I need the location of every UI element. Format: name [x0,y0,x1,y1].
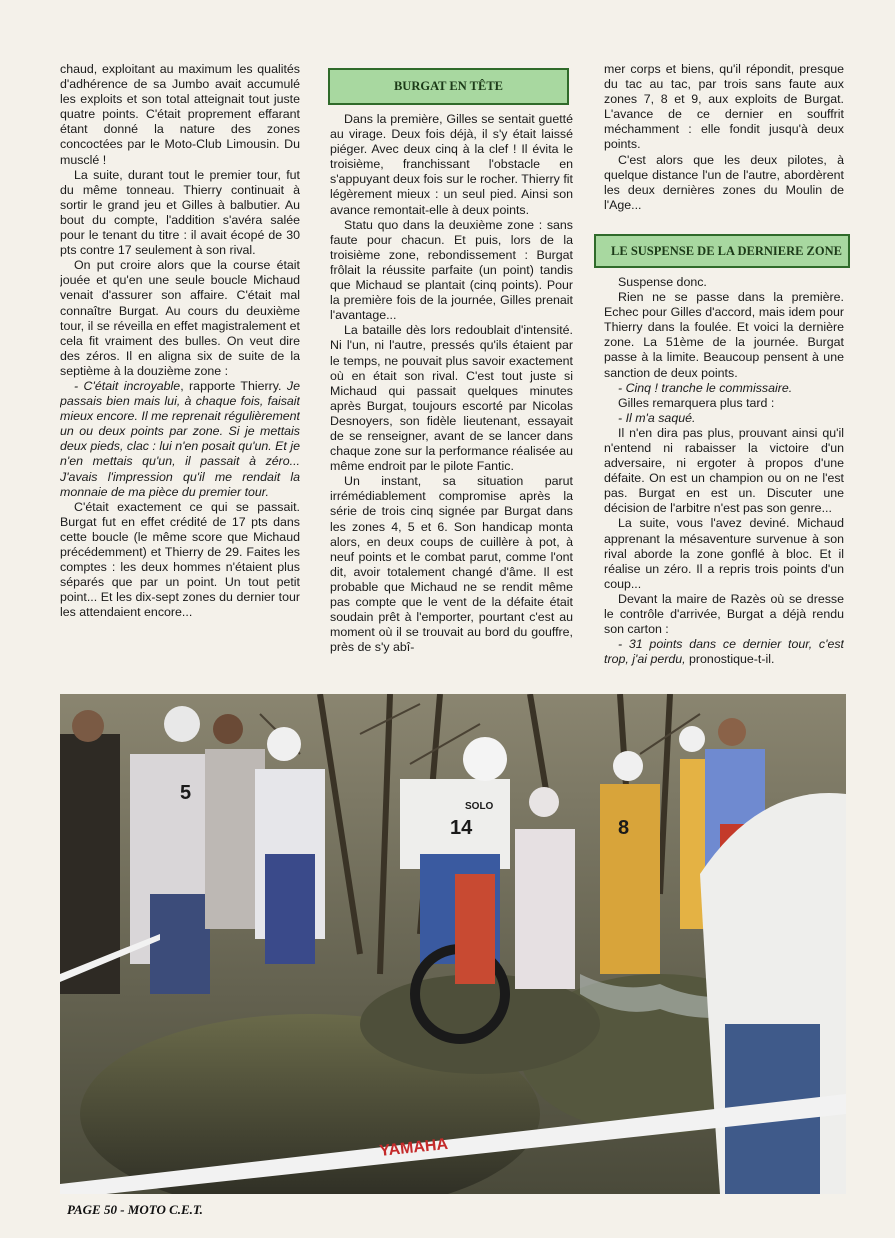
bib-number-8: 8 [618,817,630,839]
course-tape-text: YAMAHA [378,1135,449,1160]
column3-top-paragraph: C'est alors que les deux pilotes, à quelque distance l'un de l'autre, abordèrent les deux dernières zones du Moulin de l'Age... [604,152,844,212]
column3-bottom-paragraph: Devant la maire de Razès où se dresse le contrôle d'arrivée, Burgat a déjà rendu son carton : [604,591,844,637]
column1-paragraph: chaud, exploitant au maximum les qualités d'adhérence de sa Jumbo avait accumulé les exploits et son total atteignait tout juste quatre points. C'était proprement effarant étant donné la nature des zones concoctées par le Moto-Club Limousin. Du musclé ! [60,62,300,167]
column1-paragraph: La suite, durant tout le premier tour, fut du même tonneau. Thierry continuait à sortir le grand jeu et Gilles à balbutier. Au bout du compte, l'addition s'avéra salée pour le tenant du titre : il avait écopé de 30 pts contre 17 seulement à son rival. [60,167,300,258]
quote-attribution: pronostique-t-il. [685,652,775,667]
quote-italic: - 31 points dans ce dernier tour, c'est trop, j'ai perdu, [604,637,844,667]
text-column-3-bottom [604,275,844,667]
column1-paragraph: On put croire alors que la course était jouée et qu'en une seule boucle Michaud venait d'assurer son affaire. C'était mal connaître Burgat. Au cours du deuxième tour, il se réveilla en effet magistralement et cela fit vraiment des bulles. On veut dire des zéros. Il en aligna six de suite de la septième à la douzième zone : [60,258,300,378]
quote-part: , rapporte Thierry. [180,378,282,393]
column2-paragraph: Statu quo dans la deuxième zone : sans faute pour chacun. Et puis, lors de la troisième zone, rebondissement : Burgat frôlait la réussite parfaite (un point) tandis que Michaud se plantait (cinq points). Pour la première fois de la journée, Gilles prenait l'avantage... [330,217,573,323]
column2-paragraph: La bataille dès lors redoublait d'intensité. Ni l'un, ni l'autre, pressés qu'ils étaient par le temps, ne pouvait plus savoir exactement où en était son rival. C'est tout juste si Michaud qui passait quelques minutes après Burgat, toujours escorté par Nicolas Desnoyers, son fidèle lieutenant, essayait de se renseigner, avant de se lancer dans chaque zone sur la performance réalisée au même endroit par le pilote Fantic. [330,323,573,474]
column1-paragraph: C'était exactement ce qui se passait. Burgat fut en effet crédité de 17 pts dans cette boucle (le même score que Michaud précédemment) et Thierry de 29. Faites les comptes : les deux hommes n'étaient plus séparés que par un point. Un tout petit point... Et les dix-sept zones du dernier tour les attendaient encore... [60,499,300,620]
column1-paragraph [60,379,300,500]
bib-sponsor: SOLO [465,801,494,812]
section-heading-suspense-label: LE SUSPENSE DE LA DERNIERE ZONE [611,243,842,258]
column3-bottom-paragraph: Gilles remarquera plus tard : [618,395,775,410]
column3-bottom-paragraph [604,637,844,667]
section-heading-burgat-label: BURGAT EN TÊTE [393,79,504,93]
column3-bottom-paragraph: - Cinq ! tranche le commissaire. [618,380,793,395]
column2-paragraph: Un instant, sa situation parut irrémédiablement compromise après la série de trois cinq signée par Burgat dans les zones 4, 5 et 6. Son handicap monta alors, en deux coups de cuillère à pot, à neuf points et le combat parut, comme l'ont dit, avoir totalement changé d'âme. Il est probable que Michaud ne se rendit même pas compte que le vent de la défaite était soudain prêt à l'emporter, pourtant c'est au moment où il se trouvait au bord du gouffre, près de s'y abî- [330,474,573,655]
text-column-1 [60,62,300,682]
bib-number-5: 5 [180,782,192,804]
race-photo [60,694,846,1194]
bib-number-14: 14 [450,817,473,839]
text-column-2 [330,112,573,682]
quote-part: Je passais bien mais lui, à chaque fois, faisait mieux encore. Il me reprenait régulièrement un ou deux points par zone. Si je mettais deux pieds, clac : lui n'en posait qu'un. Et je n'en mettais qu'un, il passait à zéro... J'avais l'impression qu'il me rendait la monnaie de ma pièce du premier tour. [60,378,300,499]
text-column-3-top [604,62,844,213]
column3-bottom-paragraph: La suite, vous l'avez deviné. Michaud apprenant la mésaventure survenue à son rival aborde la zone gonflé à bloc. Et il réalise un zéro. Il a repris trois points d'un coup... [604,516,844,591]
column3-top-paragraph: mer corps et biens, qu'il répondit, presque du tac au tac, par trois sans faute aux zones 7, 8 et 9, aux exploits de Burgat. L'avance de ce dernier en souffrit méchamment : elle fondit jusqu'à deux points. [604,62,844,152]
section-heading-burgat [328,68,569,105]
column3-bottom-paragraph: Rien ne se passe dans la première. Echec pour Gilles d'accord, mais idem pour Thierry dans la foulée. Et voici la dernière zone. La 51ème de la journée. Burgat passe à la limite. Beaucoup pensent à une sanction de deux points. [604,290,844,380]
page-footer: PAGE 50 - MOTO C.E.T. [67,1202,203,1217]
text-column-3 [604,62,844,682]
section-heading-suspense [594,234,850,268]
quote-part: - C'était incroyable [74,378,181,393]
column3-bottom-paragraph: - Il m'a saqué. [618,410,696,425]
column3-bottom-paragraph: Il n'en dira pas plus, prouvant ainsi qu'il n'entend ni rabaisser la victoire d'un adversaire, ni ergoter à propos d'une défaite. On est un champion ou on ne l'est pas. Burgat en est un. Discuter une décision de l'arbitre n'est pas son genre... [604,425,844,516]
race-photo-illustration [60,694,846,1194]
column2-paragraph: Dans la première, Gilles se sentait guetté au virage. Deux fois déjà, il s'y était laissé piéger. Avec deux cinq à la clef ! Il évita le troisième, franchissant l'obstacle en s'appuyant deux fois sur le rocher. Thierry fit légèrement mieux : un seul pied. Ainsi son avance remontait-elle à deux points. [330,112,573,217]
column3-bottom-paragraph: Suspense donc. [618,274,707,289]
